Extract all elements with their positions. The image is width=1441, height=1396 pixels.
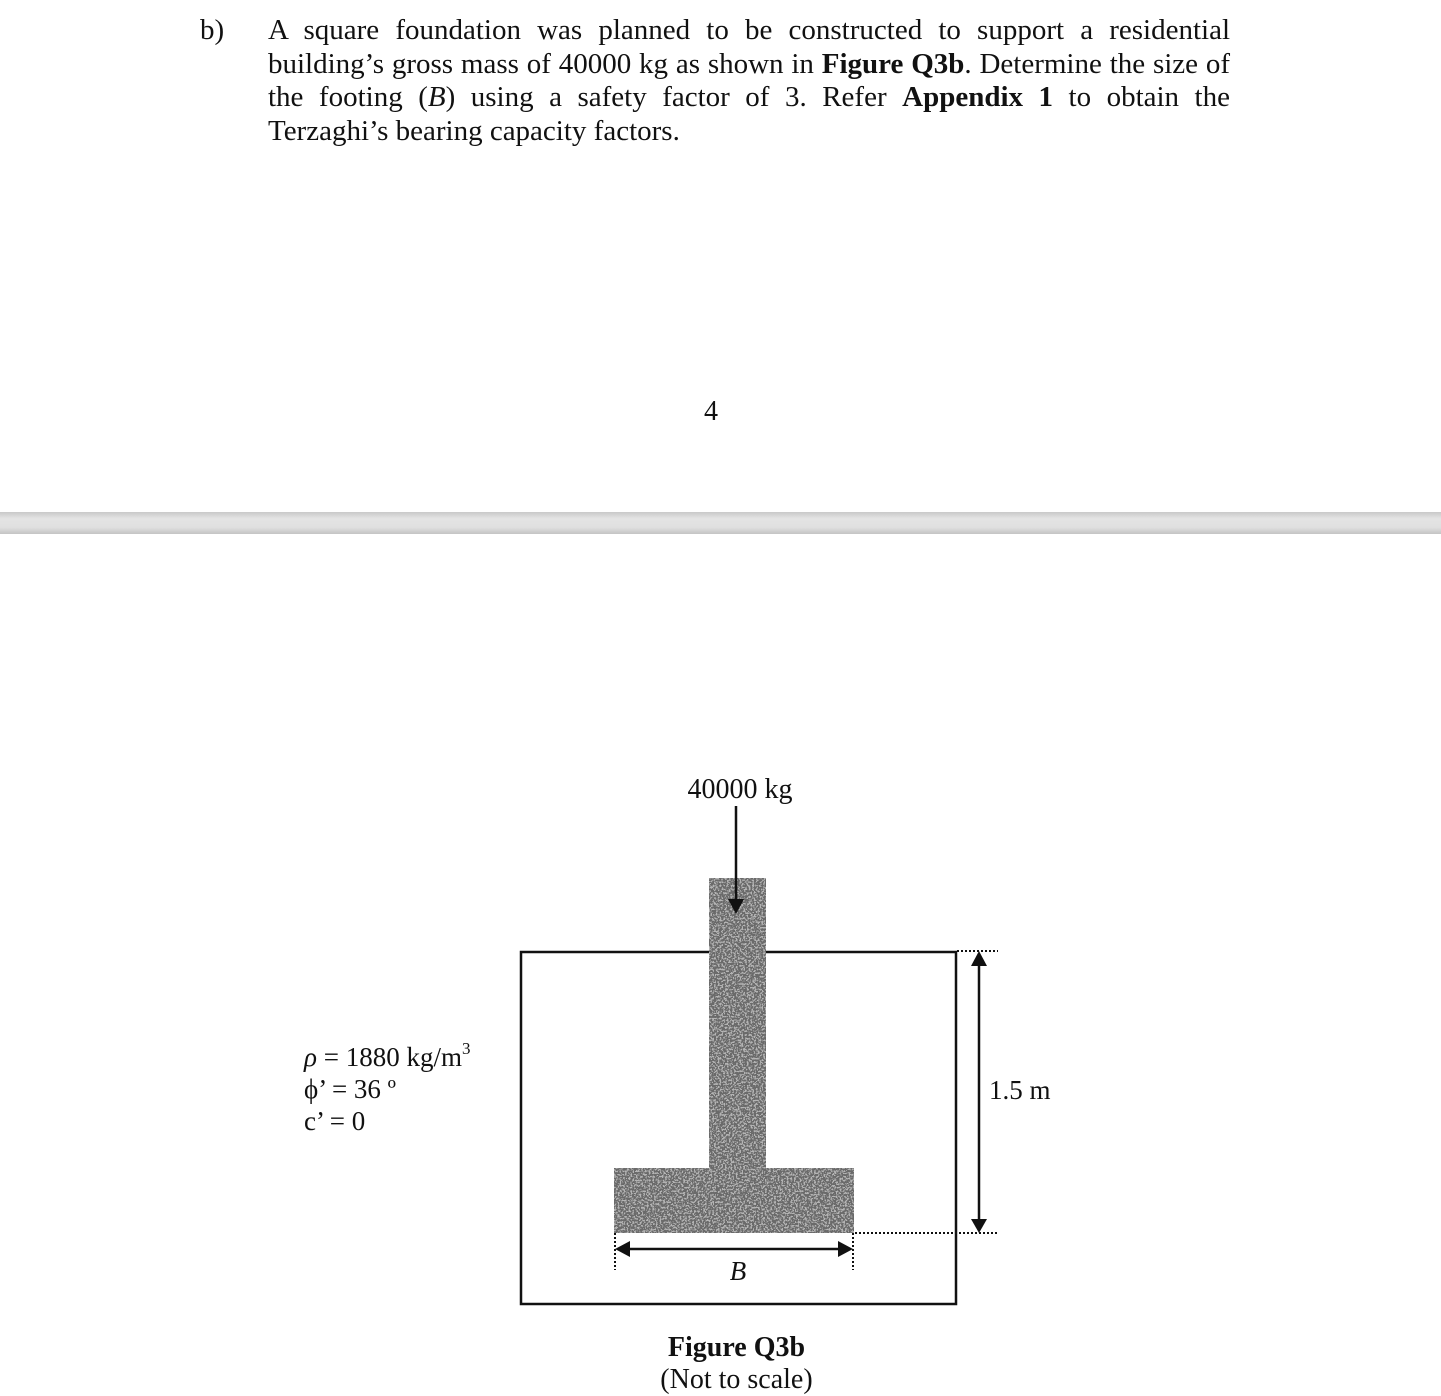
figure-caption-title: Figure Q3b xyxy=(667,1332,806,1363)
width-label: B xyxy=(729,1256,747,1286)
depth-arrow-top xyxy=(971,951,987,966)
rho-symbol: ρ xyxy=(304,1042,317,1072)
figure-reference: Figure Q3b xyxy=(821,47,965,80)
cohesion-label: c’ = 0 xyxy=(304,1106,366,1136)
variable-b: B xyxy=(427,81,446,113)
depth-arrow-bottom xyxy=(971,1219,987,1233)
question-label: b) xyxy=(200,14,225,46)
friction-angle-label: ϕ’ = 36 º xyxy=(304,1074,397,1104)
foundation-column xyxy=(709,878,766,1170)
question-text-part-2: . Determine the size of the footing ( xyxy=(268,47,1231,113)
figure-caption-note: (Not to scale) xyxy=(660,1364,813,1395)
soil-density-exponent: 3 xyxy=(461,1039,471,1058)
soil-density-value: = 1880 kg/m xyxy=(316,1042,462,1072)
appendix-reference: Appendix 1 xyxy=(902,81,1054,113)
soil-density-label xyxy=(303,1039,470,1072)
load-label: 40000 kg xyxy=(687,774,793,805)
question-text-part-4: to obtain the Terzaghi’s bearing capacity factors. xyxy=(268,81,1230,147)
question-text-part-3: ) using a safety factor of 3. Refer xyxy=(445,81,903,113)
foundation-footing xyxy=(614,1168,854,1233)
depth-label: 1.5 m xyxy=(989,1075,1051,1105)
question-text-part-1: A square foundation was planned to be constructed to support a residential building’s gross mass of 40000 kg as shown in xyxy=(268,14,1230,80)
page-number: 4 xyxy=(704,396,718,427)
